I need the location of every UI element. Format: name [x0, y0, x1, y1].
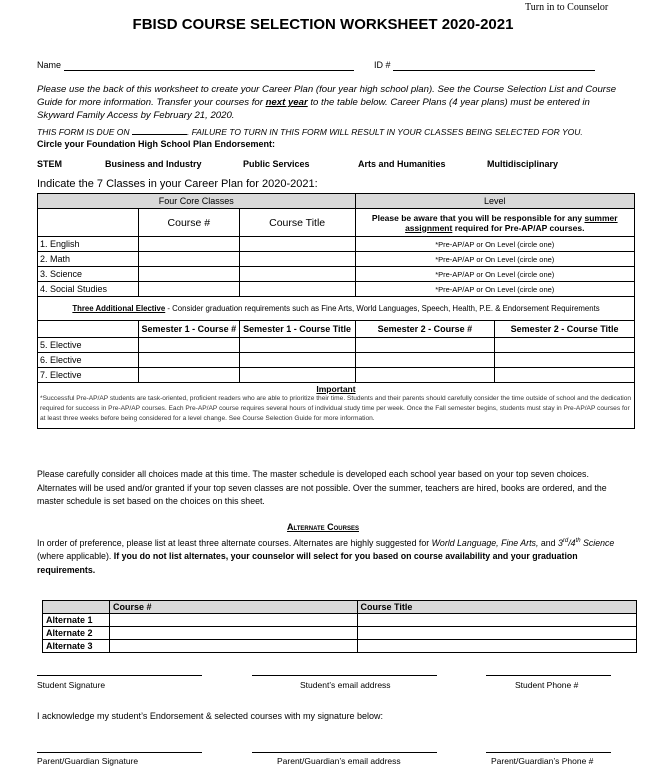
- row-label-elective-5: 5. Elective: [38, 338, 139, 353]
- due-date-field[interactable]: [132, 134, 187, 135]
- endorsement-multidisciplinary[interactable]: Multidisciplinary: [487, 159, 559, 169]
- math-course-num[interactable]: [138, 252, 239, 267]
- english-course-num[interactable]: [138, 237, 239, 252]
- important-heading: Important: [316, 384, 356, 394]
- alt-row-label-3: Alternate 3: [43, 640, 110, 653]
- alt-course-title-header: Course Title: [357, 601, 637, 614]
- course-title-header: Course Title: [239, 209, 355, 237]
- endorsement-stem[interactable]: STEM: [37, 159, 63, 169]
- endorsement-business[interactable]: Business and Industry: [105, 159, 202, 169]
- row-label-elective-6: 6. Elective: [38, 353, 139, 368]
- parent-signature-label: Parent/Guardian Signature: [37, 756, 139, 766]
- elective-6-sem1-num[interactable]: [138, 353, 239, 368]
- row-label-math: 2. Math: [38, 252, 139, 267]
- row-label-science: 3. Science: [38, 267, 139, 282]
- elective-7-sem2-title[interactable]: [495, 368, 635, 383]
- student-email-label: Student’s email address: [300, 680, 391, 690]
- elective-6-sem1-title[interactable]: [239, 353, 355, 368]
- alt-row-label-1: Alternate 1: [43, 614, 110, 627]
- endorsement-public-services[interactable]: Public Services: [243, 159, 310, 169]
- four-core-header: Four Core Classes: [38, 194, 356, 209]
- parent-email-line[interactable]: [252, 752, 437, 753]
- turn-in-note: Turn in to Counselor: [525, 2, 609, 13]
- math-course-title[interactable]: [239, 252, 355, 267]
- endorsement-arts[interactable]: Arts and Humanities: [358, 159, 446, 169]
- sem2-course-title-header: Semester 2 - Course Title: [495, 321, 635, 338]
- math-level[interactable]: *Pre-AP/AP or On Level (circle one): [355, 252, 634, 267]
- alt-course-num-header: Course #: [109, 601, 357, 614]
- id-label: ID #: [374, 60, 391, 70]
- elective-7-sem2-num[interactable]: [355, 368, 495, 383]
- student-signature-line[interactable]: [37, 675, 202, 676]
- elective-description: Three Additional Elective - Consider graduation requirements such as Fine Arts, World Languages, Speech, Health, P.E. & Endorsement Requirements: [38, 297, 635, 321]
- alt-3-course-title[interactable]: [357, 640, 637, 653]
- elective-6-sem2-title[interactable]: [495, 353, 635, 368]
- science-course-title[interactable]: [239, 267, 355, 282]
- instructions-paragraph: Please use the back of this worksheet to create your Career Plan (four year high school plan). See the Course Selection List and Course Guide for more information. Transfer your courses for next year to the table below. Career Plans (4 year plans) must be entered in Skyward Family Access by February 21, 2020.: [37, 84, 617, 121]
- elective-5-sem2-num[interactable]: [355, 338, 495, 353]
- alt-1-course-num[interactable]: [109, 614, 357, 627]
- alt-1-course-title[interactable]: [357, 614, 637, 627]
- parent-email-label: Parent/Guardian’s email address: [277, 756, 401, 766]
- alternates-paragraph: In order of preference, please list at least three alternate courses. Alternates are highly suggested for World Language, Fine Arts, and 3rd/4th Science (where applicable). If you do not list alternates, your counselor will select for you based on course availability and your graduation requirements.: [37, 537, 615, 575]
- row-label-elective-7: 7. Elective: [38, 368, 139, 383]
- elective-5-sem2-title[interactable]: [495, 338, 635, 353]
- student-phone-label: Student Phone #: [515, 680, 579, 690]
- alternates-heading: Alternate Courses: [287, 522, 359, 532]
- science-level[interactable]: *Pre-AP/AP or On Level (circle one): [355, 267, 634, 282]
- english-level[interactable]: *Pre-AP/AP or On Level (circle one): [355, 237, 634, 252]
- student-phone-line[interactable]: [486, 675, 611, 676]
- elective-5-sem1-num[interactable]: [138, 338, 239, 353]
- parent-phone-label: Parent/Guardian’s Phone #: [491, 756, 594, 766]
- elective-6-sem2-num[interactable]: [355, 353, 495, 368]
- alt-2-course-title[interactable]: [357, 627, 637, 640]
- alternates-table: [42, 600, 637, 653]
- sem1-course-num-header: Semester 1 - Course #: [138, 321, 239, 338]
- id-field[interactable]: [393, 70, 595, 71]
- elective-7-sem1-title[interactable]: [239, 368, 355, 383]
- science-course-num[interactable]: [138, 267, 239, 282]
- parent-signature-line[interactable]: [37, 752, 202, 753]
- parent-phone-line[interactable]: [486, 752, 611, 753]
- summer-warning: Please be aware that you will be responsible for any summer assignment required for Pre-AP/AP courses.: [355, 209, 634, 237]
- sem1-course-title-header: Semester 1 - Course Title: [239, 321, 355, 338]
- name-label: Name: [37, 60, 62, 70]
- course-table: [37, 193, 635, 429]
- endorsement-instruction: Circle your Foundation High School Plan Endorsement:: [37, 139, 276, 149]
- course-num-header: Course #: [138, 209, 239, 237]
- sem2-course-num-header: Semester 2 - Course #: [355, 321, 495, 338]
- page-title: FBISD COURSE SELECTION WORKSHEET 2020-2021: [132, 16, 514, 33]
- indicate-heading: Indicate the 7 Classes in your Career Plan for 2020-2021:: [37, 178, 318, 190]
- name-field[interactable]: [64, 70, 354, 71]
- row-label-english: 1. English: [38, 237, 139, 252]
- row-label-social-studies: 4. Social Studies: [38, 282, 139, 297]
- alt-3-course-num[interactable]: [109, 640, 357, 653]
- alt-2-course-num[interactable]: [109, 627, 357, 640]
- important-text: *Successful Pre-AP/AP students are task-oriented, proficient readers who are able to prioritize their time. Students and their parents should carefully consider the time outside of school and the dedication required for success in Pre-AP/AP courses. Each Pre-AP/AP course requires several hours of individual study time per week. Once the Fall semester begins, students must stay in Pre-AP/AP courses for at least three weeks before being considered for a level change. See Course Selection Guide for more information.: [40, 395, 632, 422]
- social-studies-level[interactable]: *Pre-AP/AP or On Level (circle one): [355, 282, 634, 297]
- elective-5-sem1-title[interactable]: [239, 338, 355, 353]
- social-studies-course-title[interactable]: [239, 282, 355, 297]
- due-date-notice: THIS FORM IS DUE ON . FAILURE TO TURN IN THIS FORM WILL RESULT IN YOUR CLASSES BEING SELECTED FOR YOU.: [37, 127, 583, 137]
- social-studies-course-num[interactable]: [138, 282, 239, 297]
- consider-paragraph: Please carefully consider all choices made at this time. The master schedule is developed each school year based on your top seven choices. Alternates will be used and/or granted if your top seven classes are not possible. Over the summer, teachers are hired, books are ordered, and the master schedule is set based on the choices on this sheet.: [37, 469, 607, 506]
- english-course-title[interactable]: [239, 237, 355, 252]
- student-signature-label: Student Signature: [37, 680, 106, 690]
- important-box: [38, 383, 635, 429]
- level-header: Level: [355, 194, 634, 209]
- acknowledge-text: I acknowledge my student’s Endorsement & selected courses with my signature below:: [37, 711, 384, 721]
- elective-7-sem1-num[interactable]: [138, 368, 239, 383]
- student-email-line[interactable]: [252, 675, 437, 676]
- alt-row-label-2: Alternate 2: [43, 627, 110, 640]
